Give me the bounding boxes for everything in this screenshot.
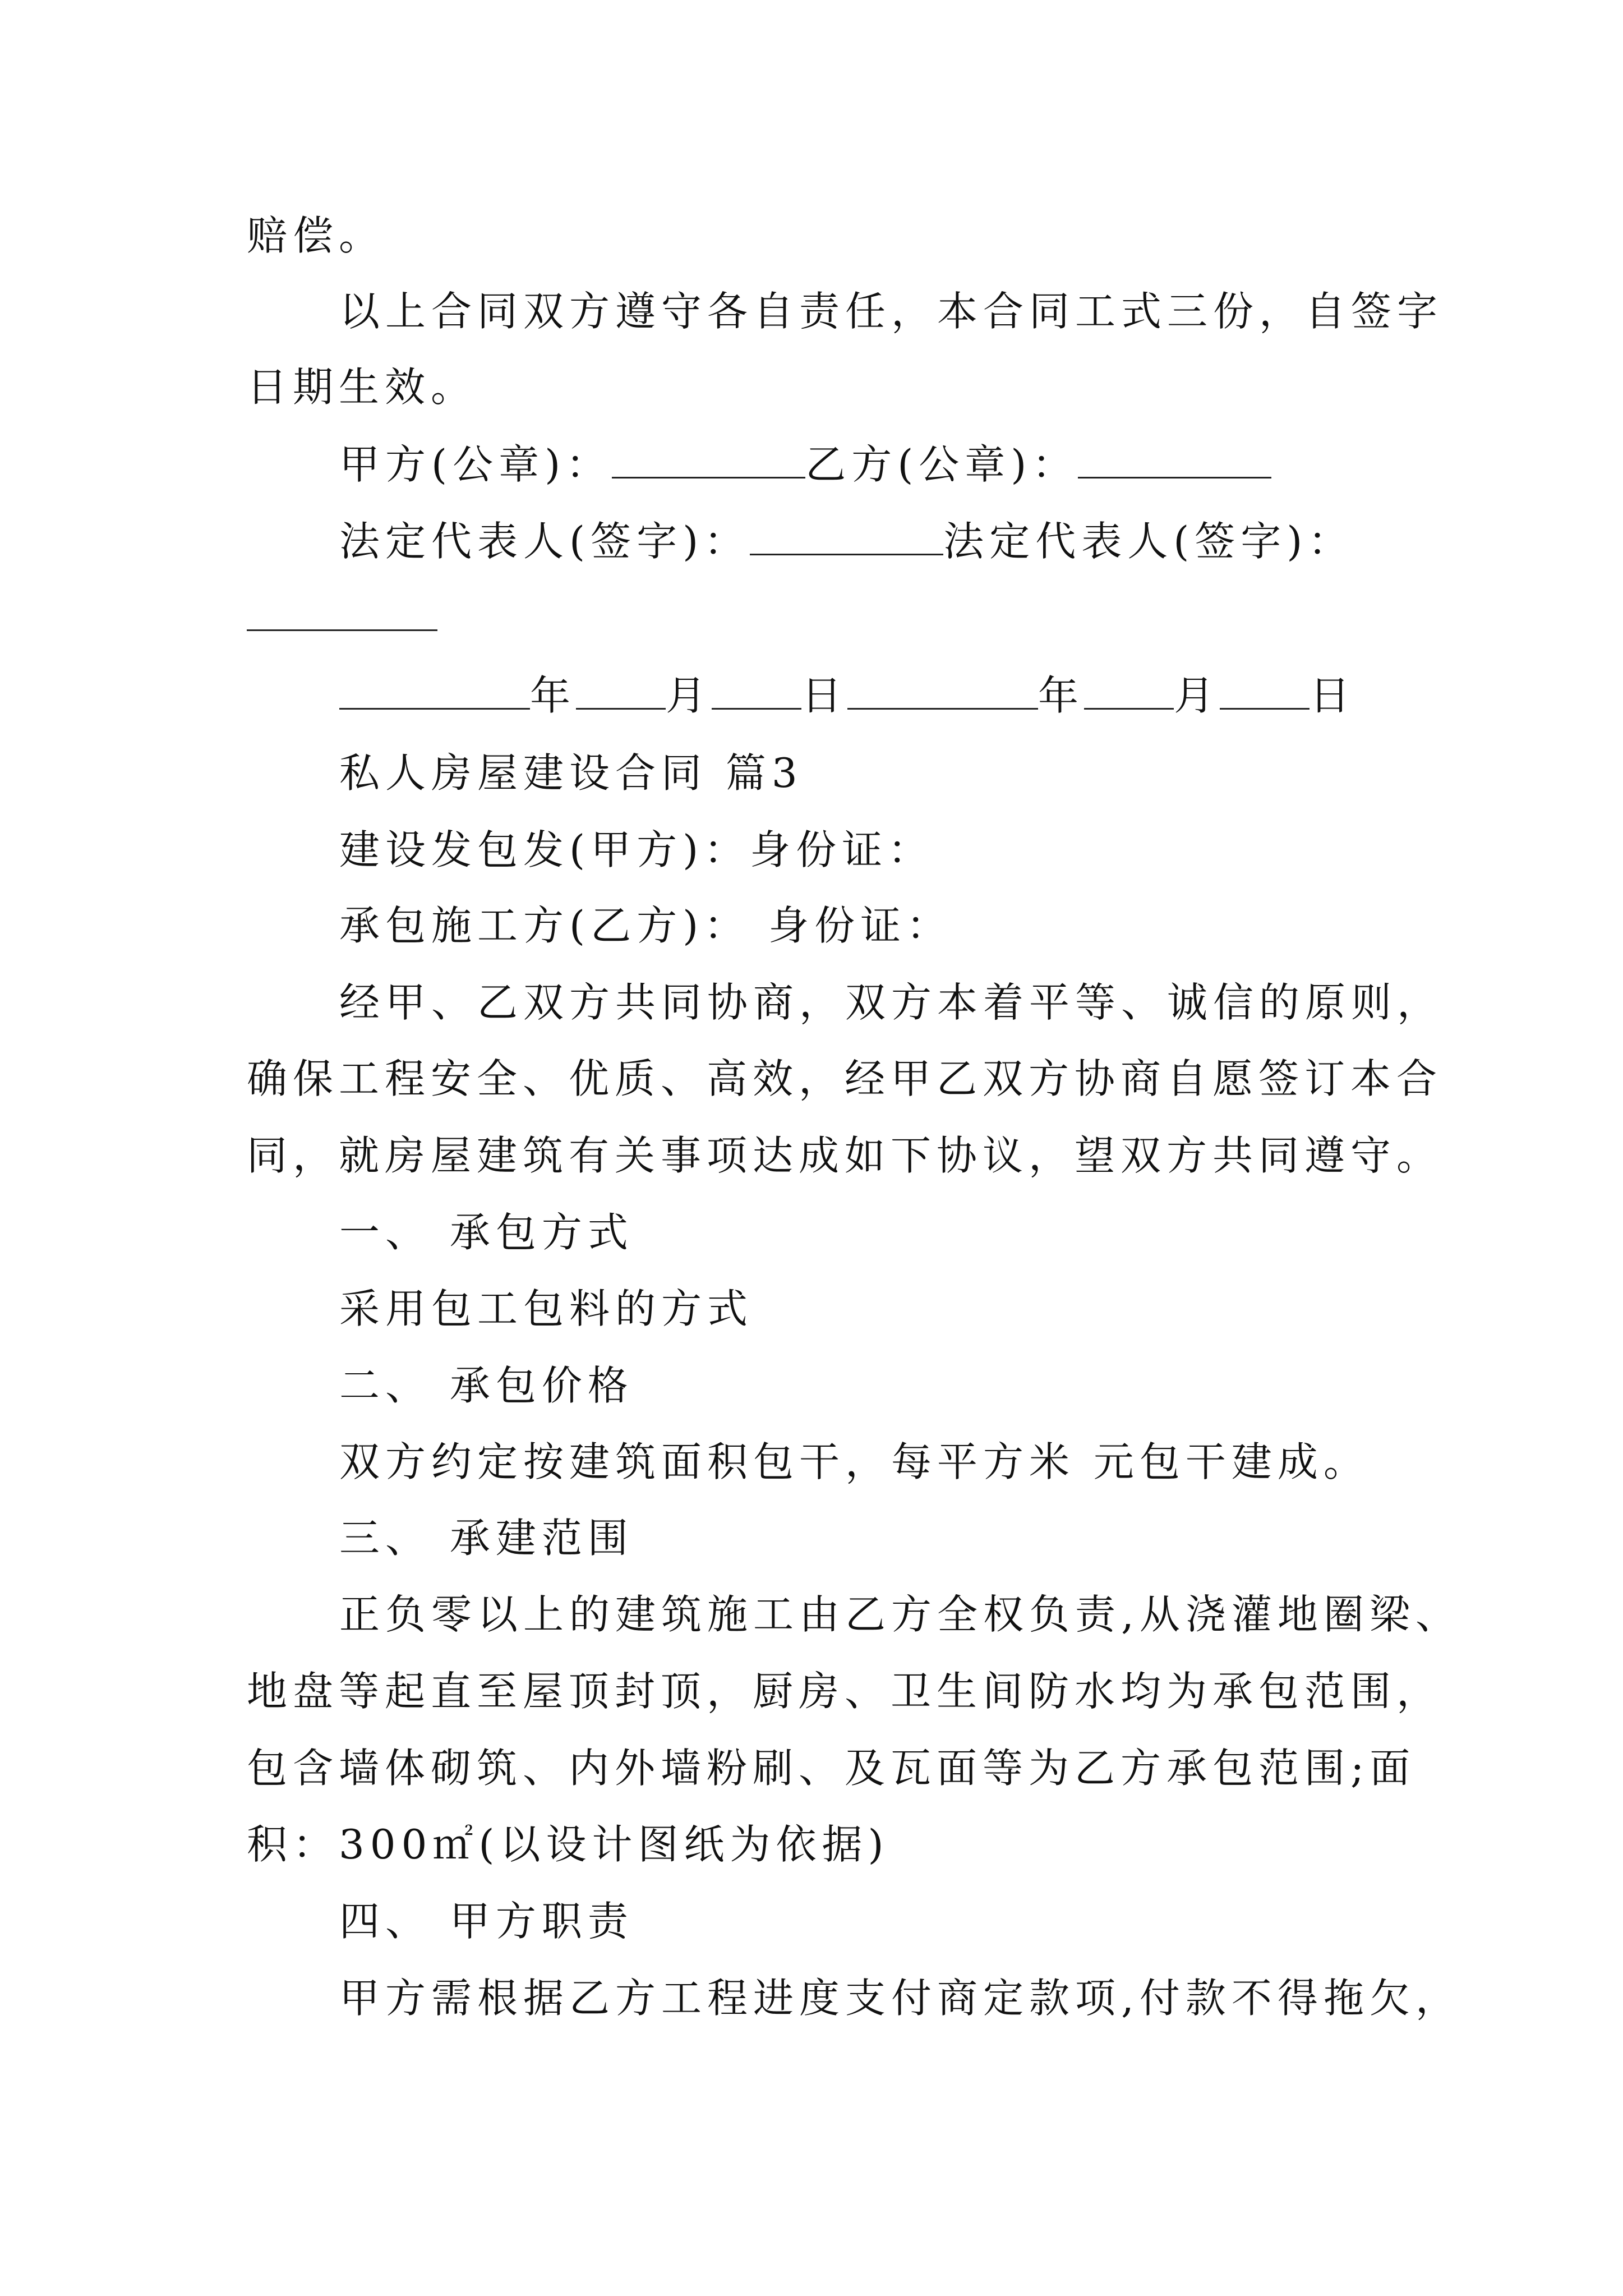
blank-underline bbox=[847, 702, 1038, 710]
text-line: 同，就房屋建筑有关事项达成如下协议，望双方共同遵守。 bbox=[247, 1132, 1443, 1179]
text-line: 确保工程安全、优质、高效，经甲乙双方协商自愿签订本合 bbox=[247, 1055, 1443, 1102]
text-line: 双方约定按建筑面积包干，每平方米 元包干建成。 bbox=[339, 1438, 1370, 1485]
clause-heading: 四、 甲方职责 bbox=[339, 1898, 634, 1945]
text-line: 包含墙体砌筑、内外墙粉刷、及瓦面等为乙方承包范围;面 bbox=[247, 1745, 1416, 1792]
party-a-rep-label: 法定代表人(签字)： bbox=[339, 518, 750, 565]
blank-underline bbox=[247, 624, 437, 631]
text-line: 建设发包发(甲方)：身份证： bbox=[339, 826, 934, 873]
text-line: 承包施工方(乙方)： 身份证： bbox=[339, 902, 953, 949]
month-label: 月 bbox=[1174, 672, 1220, 719]
text-line: 采用包工包料的方式 bbox=[339, 1285, 754, 1332]
blank-underline bbox=[712, 702, 801, 710]
party-b-seal-label: 乙方(公章)： bbox=[805, 441, 1078, 488]
party-b-rep-label: 法定代表人(签字)： bbox=[943, 518, 1354, 565]
day-label: 日 bbox=[1310, 672, 1356, 719]
blank-underline bbox=[339, 702, 530, 710]
text-line: 以上合同双方遵守各自责任，本合同工式三份，自签字 bbox=[339, 288, 1444, 335]
blank-underline bbox=[576, 702, 666, 710]
text-line: 甲方需根据乙方工程进度支付商定款项,付款不得拖欠， bbox=[339, 1975, 1461, 2022]
text-line: 赔偿。 bbox=[247, 212, 385, 259]
signature-line-seal bbox=[339, 436, 1271, 493]
clause-heading: 一、 承包方式 bbox=[339, 1209, 634, 1256]
blank-underline bbox=[750, 548, 943, 555]
signature-line-representative bbox=[339, 513, 1354, 569]
text-line: 日期生效。 bbox=[247, 364, 477, 411]
day-label: 日 bbox=[801, 672, 848, 719]
year-label: 年 bbox=[1038, 672, 1085, 719]
text-line: 正负零以上的建筑施工由乙方全权负责,从浇灌地圈梁、 bbox=[339, 1591, 1461, 1638]
date-line bbox=[339, 668, 1355, 724]
month-label: 月 bbox=[666, 672, 712, 719]
blank-underline bbox=[612, 471, 805, 478]
text-line: 经甲、乙双方共同协商，双方本着平等、诚信的原则， bbox=[339, 979, 1444, 1026]
year-label: 年 bbox=[530, 672, 577, 719]
party-a-seal-label: 甲方(公章)： bbox=[339, 441, 612, 488]
blank-underline bbox=[1084, 702, 1174, 710]
clause-heading: 二、 承包价格 bbox=[339, 1362, 634, 1409]
blank-underline bbox=[1220, 702, 1310, 710]
blank-underline bbox=[1078, 471, 1271, 478]
section-title: 私人房屋建设合同 篇3 bbox=[339, 749, 803, 797]
text-line: 地盘等起直至屋顶封顶，厨房、卫生间防水均为承包范围， bbox=[247, 1668, 1443, 1715]
text-line: 积：300㎡(以设计图纸为依据) bbox=[247, 1821, 889, 1868]
blank-line bbox=[247, 589, 437, 645]
clause-heading: 三、 承建范围 bbox=[339, 1515, 634, 1562]
